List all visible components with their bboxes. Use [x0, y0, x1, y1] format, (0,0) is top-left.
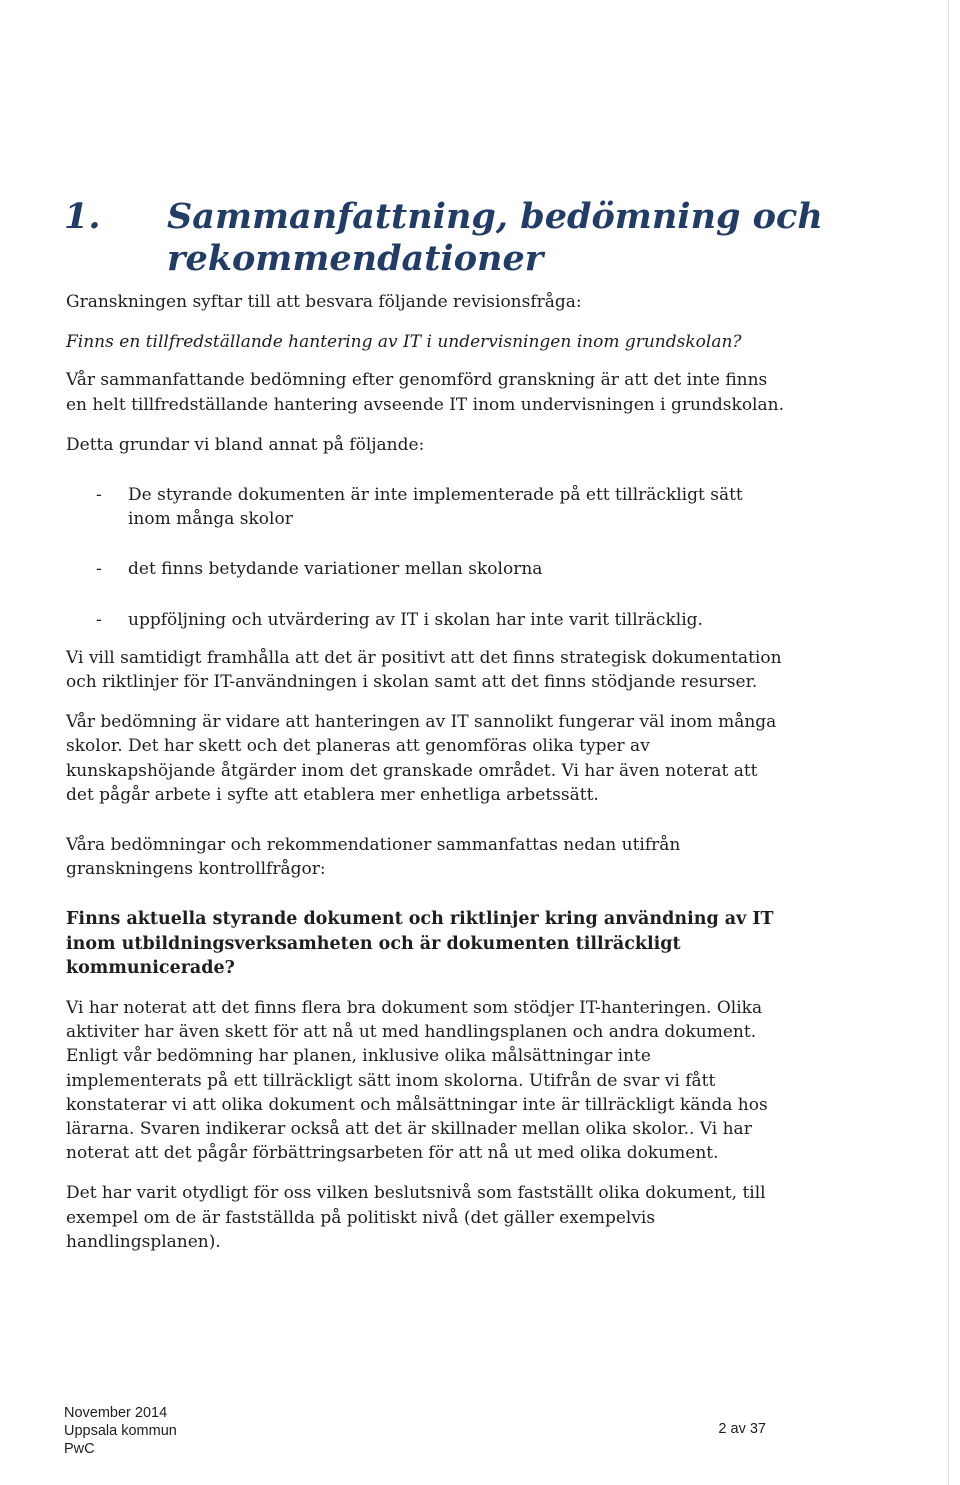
- list-item-text: uppföljning och utvärdering av IT i skolan har inte varit tillräcklig.: [128, 609, 703, 630]
- list-item-text: De styrande dokumenten är inte implementerade på ett tillräckligt sätt inom många skolor: [128, 485, 743, 530]
- paragraph-control-questions: Våra bedömningar och rekommendationer sammanfattas nedan utifrån granskningens kontrollfrågor:: [66, 835, 681, 880]
- dash-marker: -: [96, 609, 102, 630]
- list-item: [66, 557, 786, 581]
- section-title: Sammanfattning, bedömning och rekommendationer: [167, 196, 823, 279]
- paragraph-assessment: Vår bedömning är vidare att hanteringen av IT sannolikt fungerar väl inom många skolor. Det har skett och det planeras att genomföras olika typer av kunskapshöjande åtgärder inom det granskade området. Vi har även noterat att det pågår arbete i syfte att etablera mer enhetliga arbetssätt.: [66, 712, 777, 805]
- dash-marker: -: [96, 559, 102, 580]
- list-item-text: det finns betydande variationer mellan skolorna: [128, 559, 543, 580]
- paragraph-documents: Vi har noterat att det finns flera bra dokument som stödjer IT-hanteringen. Olika aktiviter har även skett för att nå ut med handlingsplanen och andra dokument. Enligt vår bedömning har planen, inklusive olika målsättningar inte implementerats på ett tillräckligt sätt inom skolorna. Utifrån de svar vi fått konstaterar vi att olika dokument och målsättningar inte är tillräckligt kända hos lärarna. Svaren indikerar också att det är skillnader mellan olika skolor.. Vi har noterat att det pågår förbättringsarbeten för att nå ut med olika dokument.: [66, 998, 768, 1164]
- document-body: [66, 290, 786, 1254]
- footer-organization: Uppsala kommun: [64, 1423, 177, 1439]
- section-number: 1.: [64, 196, 101, 237]
- scan-edge-divider: [948, 0, 949, 1485]
- list-item: [66, 483, 786, 531]
- paragraph-intro: Granskningen syftar till att besvara följande revisionsfråga:: [66, 292, 582, 312]
- section-heading: [64, 196, 824, 280]
- list-item: [66, 608, 786, 632]
- paragraph-summary: Vår sammanfattande bedömning efter genomförd granskning är att det inte finns en helt tillfredställande hantering avseende IT inom undervisningen i grundskolan.: [66, 370, 784, 415]
- footer-date: November 2014: [64, 1405, 168, 1421]
- findings-list: [66, 483, 786, 632]
- footer-info: [64, 1404, 177, 1458]
- paragraph-decision-level: Det har varit otydligt för oss vilken beslutsnivå som fastställt olika dokument, till exempel om de är fastställda på politiskt nivå (det gäller exempelvis handlingsplanen).: [66, 1183, 766, 1252]
- page-number: 2 av 37: [718, 1421, 766, 1437]
- paragraph-basis: Detta grundar vi bland annat på följande:: [66, 434, 425, 455]
- revision-question: Finns en tillfredställande hantering av IT i undervisningen inom grundskolan?: [66, 332, 742, 353]
- footer-author: PwC: [64, 1441, 95, 1457]
- paragraph-positive: Vi vill samtidigt framhålla att det är positivt att det finns strategisk dokumentation och riktlinjer för IT-användningen i skolan samt att det finns stödjande resurser.: [66, 647, 782, 693]
- control-question-heading: Finns aktuella styrande dokument och riktlinjer kring användning av IT inom utbildningsverksamheten och är dokumenten tillräckligt kommunicerade?: [66, 909, 774, 978]
- dash-marker: -: [96, 485, 102, 506]
